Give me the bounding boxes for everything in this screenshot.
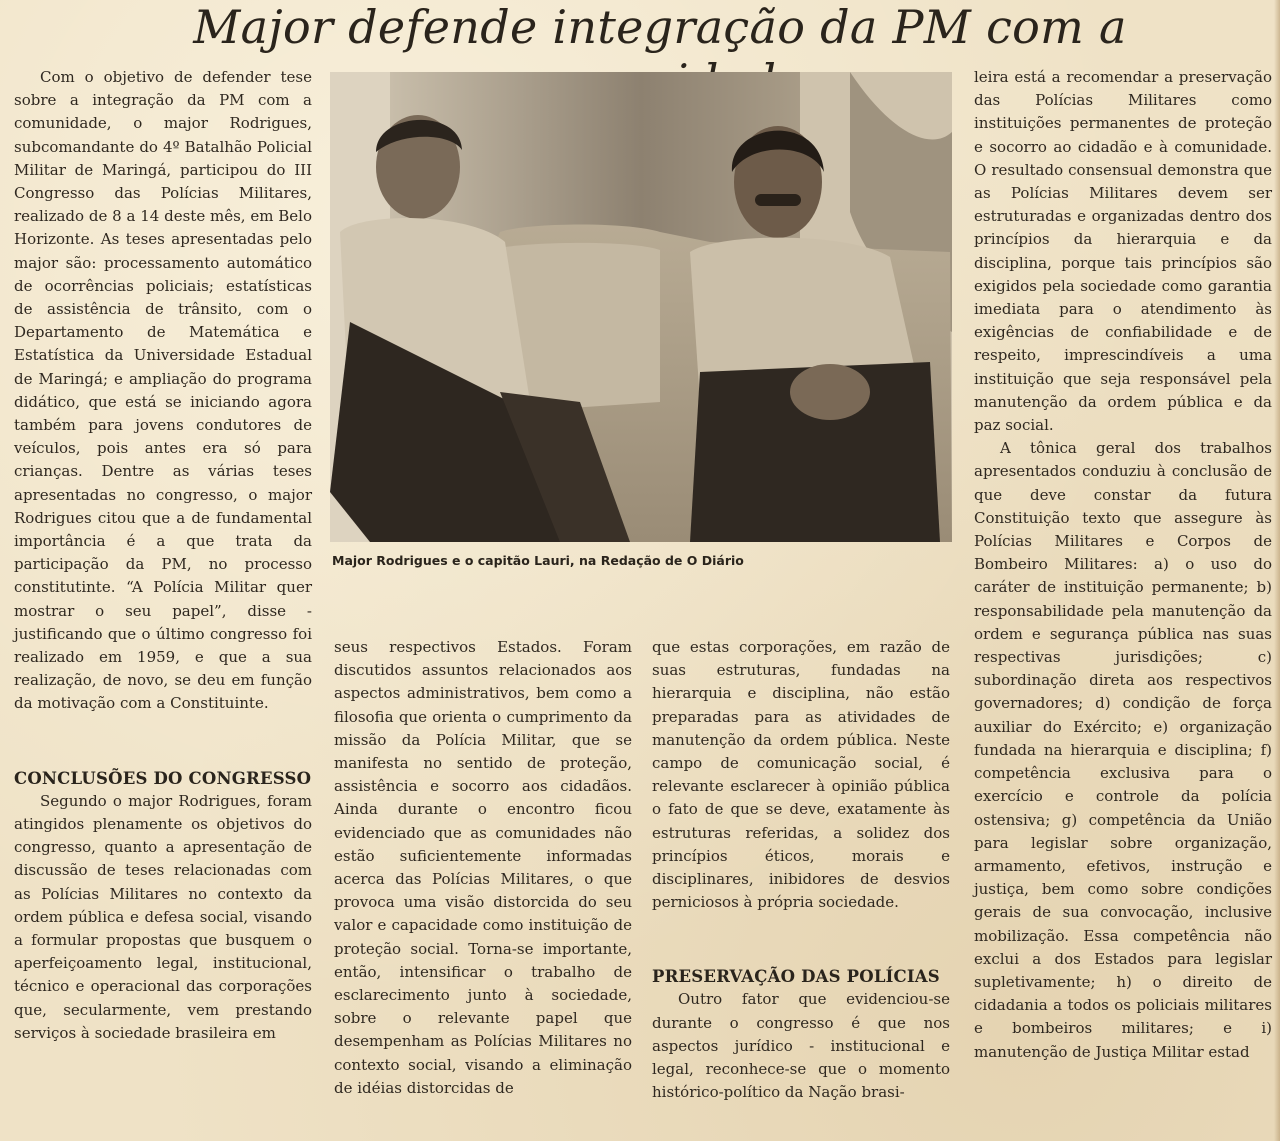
photo-illustration [330, 72, 952, 542]
news-photo [330, 72, 952, 542]
paragraph: Com o objetivo de defender tese sobre a integração da PM com a comunidade, o major Rodrigues, subcomandante do 4º Batalhão Policial Militar de Maringá, participou do III Congresso das Polícias Militares, realizado de 8 a 14 deste mês, em Belo Horizonte. As teses apresentadas pelo major são: processamento automático de ocorrências policiais; estatísticas de assistência de trânsito, com o Departamento de Matemática e Estatística da Universidade Estadual de Maringá; e ampliação do programa didático, que está se iniciando agora também para jovens condutores de veículos, pois antes era só para crianças. Dentre as várias teses apresentadas no congresso, o major Rodrigues citou que a de fundamental importância é a que trata da participação da PM, no processo constitutinte. “A Polícia Militar quer mostrar o seu papel”, disse - justificando que o último congresso foi realizado em 1959, e que a sua realização, de novo, se deu em função da motivação com a Constituinte. [14, 68, 312, 713]
section-heading-preservacao: PRESERVAÇÃO DAS POLÍCIAS [652, 967, 940, 987]
headline: Major defende integração da PM com a [193, 0, 1127, 54]
section-heading-conclusoes: CONCLUSÕES DO CONGRESSO [14, 768, 312, 788]
paragraph: A tônica geral dos trabalhos apresentados conduziu à conclusão de que deve constar da futura Constituição texto que assegure às Polícias Militares e Corpos de Bombeiro Militares: a) o uso do caráter de instituição permanente; b) responsabilidade pela manutenção da ordem e segurança pública nas suas respectivas jurisdições; c) subordinação direta aos respectivos governadores; d) condição de força auxiliar do Exército; e) organização fundada na hierarquia e disciplina; f) competência exclusiva para o exercício e controle da polícia ostensiva; g) competência da União para legislar sobre organização, armamento, efetivos, instrução e justiça, bem como sobre condições gerais de sua convocação, inclusive mobilização. Essa competência não exclui a dos Estados para legislar supletivamente; h) o direito de cidadania a todos os policiais militares e bombeiros militares; e i) manutenção de Justiça Militar estad [974, 439, 1272, 1061]
paragraph: Outro fator que evidenciou-se durante o congresso é que nos aspectos jurídico - institucional e legal, reconhece-se que o momento histórico-político da Nação brasi- [652, 990, 950, 1102]
article-column-4 [974, 66, 1272, 1064]
paragraph: que estas corporações, em razão de suas estruturas, fundadas na hierarquia e disciplina, não estão preparadas para as atividades de manutenção da ordem pública. Neste campo de comunicação social, é relevante esclarecer à opinião pública o fato de que se deve, exatamente às estruturas referidas, a solidez dos princípios éticos, morais e disciplinares, inibidores de desvios perniciosos à própria sociedade. [652, 638, 950, 912]
article-column-1 [14, 66, 312, 1045]
paragraph: leira está a recomendar a preservação das Polícias Militares como instituições permanentes de proteção e socorro ao cidadão e à comunidade. O resultado consensual demonstra que as Polícias Militares devem ser estruturadas e organizadas dentro dos princípios da hierarquia e da disciplina, porque tais princípios são exigidos pela sociedade como garantia imediata para o atendimento às exigências de confiabilidade e de respeito, imprescindíveis a uma instituição que seja responsável pela manutenção da ordem pública e da paz social. [974, 68, 1272, 435]
paragraph: Segundo o major Rodrigues, foram atingidos plenamente os objetivos do congresso, quanto a apresentação de discussão de teses relacionadas com as Polícias Militares no contexto da ordem pública e defesa social, visando a formular propostas que busquem o aperfeiçoamento legal, institucional, técnico e operacional das corporações que, secularmente, vem prestando serviços à sociedade brasileira em [14, 791, 312, 1042]
photo-caption: Major Rodrigues e o capitão Lauri, na Redação de O Diário [332, 553, 744, 568]
article-column-3 [652, 636, 950, 1104]
paragraph: seus respectivos Estados. Foram discutidos assuntos relacionados aos aspectos administrativos, bem como a filosofia que orienta o cumprimento da missão da Polícia Militar, que se manifesta no sentido de proteção, assistência e socorro aos cidadãos. Ainda durante o encontro ficou evidenciado que as comunidades não estão suficientemente informadas acerca das Polícias Militares, o que provoca uma visão distorcida do seu valor e capacidade como instituição de proteção social. Torna-se importante, então, intensificar o trabalho de esclarecimento junto à sociedade, sobre o relevante papel que desempenham as Polícias Militares no contexto social, visando a eliminação de idéias distorcidas de [334, 638, 632, 1097]
paper-edge-shadow [1274, 0, 1280, 1141]
article-column-2 [334, 636, 632, 1100]
